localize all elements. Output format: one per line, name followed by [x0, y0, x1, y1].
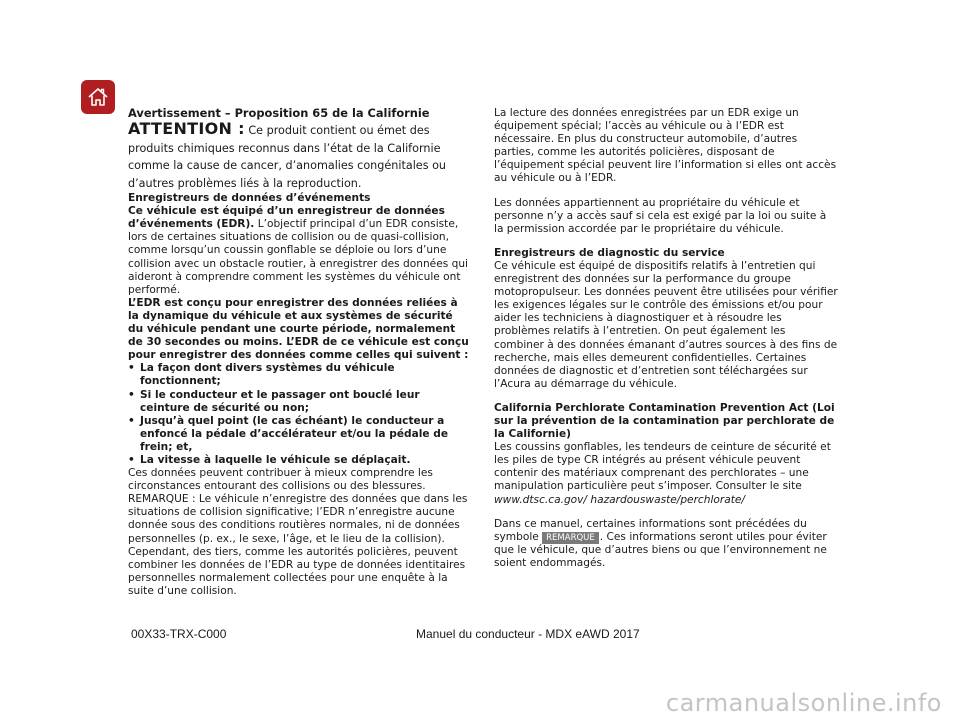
- bullet-icon: •: [128, 414, 135, 427]
- home-icon: [86, 85, 110, 109]
- data-ownership-paragraph: Les données appartiennent au propriétaire du véhicule et personne n’y a accès sauf si cela est exigé par la loi ou suite à la permission accordée par le propriétaire du véhicule.: [494, 196, 827, 235]
- footer-manual-title: Manuel du conducteur - MDX eAWD 2017: [416, 627, 640, 641]
- watermark: carmanualsonline.info: [665, 689, 942, 717]
- manual-symbol-paragraph: Dans ce manuel, certaines informations sont précédées du symbole REMARQUE . Ces informations seront utiles pour éviter que le véhicule, que d’autres biens ou que l’environnement ne soient endommagés.: [494, 517, 827, 569]
- bullet-icon: •: [128, 388, 135, 401]
- home-button[interactable]: [81, 80, 115, 114]
- left-column: [128, 107, 470, 598]
- edr-reading-paragraph: La lecture des données enregistrées par un EDR exige un équipement spécial; l’accès au véhicule ou à l’EDR est nécessaire. En plus du constructeur automobile, d’autres parties, comme les autorités policières, disposant de l’équipement spécial peuvent lire l’information si elles ont accès au véhicule ou à l’EDR.: [494, 107, 837, 185]
- diagnostic-paragraph: Ce véhicule est équipé de dispositifs relatifs à l’entretien qui enregistrent des données sur la performance du groupe motopropulseur. Les données peuvent être utilisées pour vérifier les exigences légales sur le contrôle des émissions et/ou pour aider les techniciens à diagnostiquer et à résoudre les problèmes relatifs à l’entretien. On peut également les combiner à des données émanant d’autres sources à des fins de recherche, mais elles demeurent confidentielles. Certaines données de diagnostic et d’entretien sont téléchargées sur l’Acura au démarrage du véhicule.: [494, 259, 838, 390]
- remarque-paragraph: REMARQUE : Le véhicule n’enregistre des données que dans les situations de collision significative; l’EDR n’enregistre aucune donnée sous des conditions routières normales, ni de données personnelles (p. ex., le sexe, l’âge, et le lieu de la collision). Cependant, des tiers, comme les autorités policières, peuvent combiner les données de l’EDR au type de données identitaires personnelles normalement collectées pour une enquête à la suite d’une collision.: [128, 493, 468, 597]
- edr-design-text: L’EDR est conçu pour enregistrer des données reliées à la dynamique du véhicule et aux systèmes de sécurité du véhicule pendant une courte période, normalement de 30 secondes ou moins. L’EDR de ce véhicule est conçu pour enregistrer des données comme celles qui suivent :: [128, 296, 469, 362]
- edr-bold-intro: Ce véhicule est équipé d’un enregistreur de données d’événements (EDR).: [128, 205, 445, 231]
- list-item: • Si le conducteur et le passager ont bouclé leur ceinture de sécurité ou non;: [128, 388, 420, 414]
- right-column: [494, 107, 838, 570]
- attention-paragraph: [128, 120, 470, 192]
- attention-text: Ce produit contient ou émet des produits chimiques reconnus dans l’état de la Californie comme la cause de cancer, d’anomalies congénitales ou d’autres problèmes liés à la reproduction.: [128, 124, 447, 190]
- footer-code: 00X33-TRX-C000: [131, 627, 227, 641]
- perchlorate-link[interactable]: www.dtsc.ca.gov/ hazardouswaste/perchlorate/: [494, 493, 745, 506]
- edr-text: L’objectif principal d’un EDR consiste, lors de certaines situations de collision ou de quasi-collision, comme lorsqu’un coussin gonflable se déploie ou lors d’une collision avec un obstacle routier, à enregistrer des données qui aideront à comprendre comment les systèmes du véhicule ont performé.: [128, 218, 468, 296]
- perchlorate-heading: California Perchlorate Contamination Prevention Act (Loi sur la prévention de la contamination par perchlorate de la Californie): [494, 401, 835, 441]
- edr-after-text: Ces données peuvent contribuer à mieux comprendre les circonstances entourant des collisions ou des blessures.: [128, 467, 433, 493]
- edr-heading: Enregistreurs de données d’événements: [128, 192, 371, 205]
- list-item: • La façon dont divers systèmes du véhicule fonctionnent;: [128, 362, 395, 388]
- perchlorate-paragraph: Les coussins gonflables, les tendeurs de ceinture de sécurité et les piles de type CR intégrés au présent véhicule peuvent contenir des matériaux comprenant des perchlorates – une manipulation particulière peut s’imposer. Consulter le site www.dtsc.ca.gov/ hazardouswaste/perchlorate/: [494, 441, 831, 506]
- bullet-icon: •: [128, 362, 135, 375]
- edr-bullet-list: [128, 362, 470, 467]
- bullet-icon: •: [128, 453, 135, 466]
- remarque-tag: REMARQUE: [542, 532, 599, 544]
- list-item: • La vitesse à laquelle le véhicule se déplaçait.: [128, 453, 411, 466]
- list-item: • Jusqu’à quel point (le cas échéant) le conducteur a enfoncé la pédale d’accélérateur et/ou la pédale de frein; et,: [128, 414, 449, 453]
- diagnostic-heading: Enregistreurs de diagnostic du service: [494, 246, 725, 259]
- prop65-title: Avertissement – Proposition 65 de la Californie: [128, 106, 430, 120]
- attention-word: ATTENTION :: [128, 119, 245, 139]
- edr-paragraph: [128, 205, 470, 297]
